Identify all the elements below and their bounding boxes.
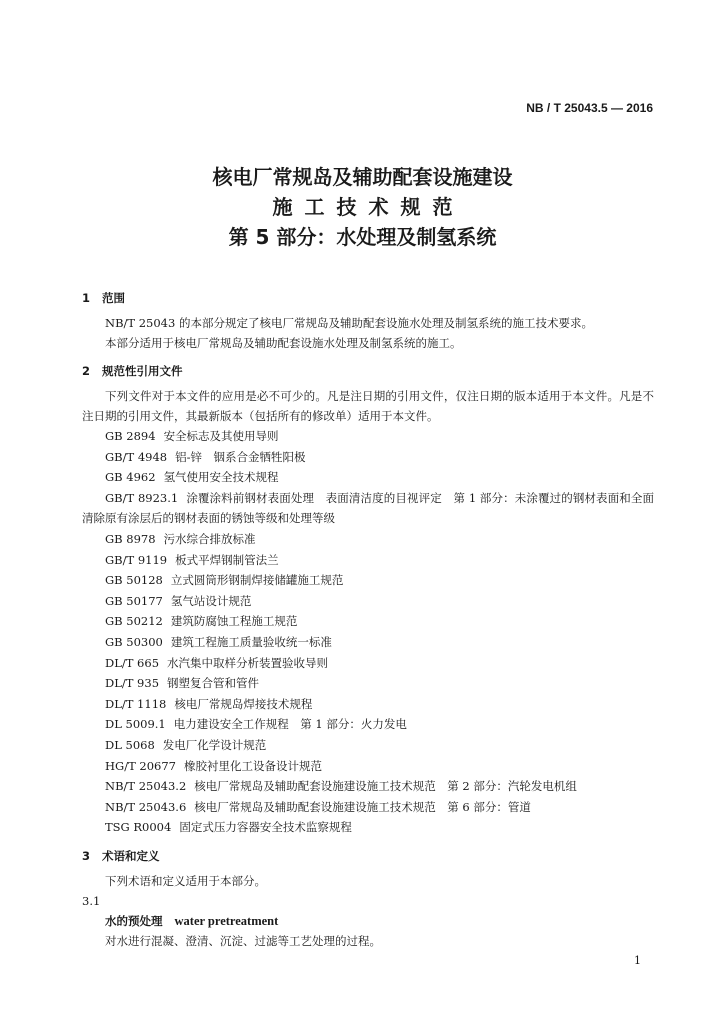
reference-item [82, 817, 654, 838]
reference-code: GB 50177 [105, 593, 163, 608]
title-line-3: 第 5 部分：水处理及制氢系统 [228, 225, 497, 249]
term-entry [82, 911, 654, 931]
reference-item [82, 447, 654, 468]
reference-code: DL 5009.1 [105, 717, 166, 732]
reference-item [82, 632, 654, 653]
reference-item [82, 653, 654, 674]
term-english: water pretreatment [174, 913, 279, 928]
reference-title: 核电厂常规岛及辅助配套设施建设施工技术规范 第 6 部分：管道 [194, 799, 531, 814]
section-heading-normative-references [82, 361, 654, 381]
term-definition: 对水进行混凝、澄清、沉淀、过滤等工艺处理的过程。 [105, 933, 381, 948]
reference-code: GB 4962 [105, 470, 156, 485]
paragraph: 下列文件对于本文件的应用是必不可少的。凡是注日期的引用文件，仅注日期的版本适用于本文件。凡是不注日期的引用文件，其最新版本（包括所有的修改单）适用于本文件。 [82, 389, 654, 423]
reference-item [82, 673, 654, 694]
reference-title: 橡胶衬里化工设备设计规范 [184, 758, 322, 773]
reference-title: 板式平焊钢制管法兰 [175, 552, 279, 567]
reference-code: GB 50300 [105, 634, 163, 649]
reference-item [82, 550, 654, 571]
reference-title: 核电厂常规岛及辅助配套设施建设施工技术规范 第 2 部分：汽轮发电机组 [194, 779, 577, 794]
reference-title: 氢气使用安全技术规程 [163, 470, 279, 485]
reference-title: 电力建设安全工作规程 第 1 部分：火力发电 [173, 717, 407, 732]
reference-title: 安全标志及其使用导则 [163, 429, 279, 443]
reference-code: GB 50128 [105, 573, 163, 588]
reference-item [82, 488, 654, 529]
reference-title: 铝-锌 铟系合金牺牲阳极 [175, 449, 306, 464]
reference-item [82, 611, 654, 632]
reference-title: 钢塑复合管和管件 [167, 676, 260, 691]
section-heading-scope [82, 288, 654, 308]
reference-code: GB 8978 [105, 531, 156, 546]
document-title [0, 162, 725, 252]
reference-title: 涂覆涂料前钢材表面处理 表面清洁度的目视评定 第 1 部分：未涂覆过的钢材表面和全面清除原有涂层后的钢材表面的锈蚀等级和处理等级 [82, 490, 655, 526]
reference-item [82, 467, 654, 488]
section-number: 3 [82, 848, 91, 863]
reference-code: GB/T 9119 [105, 552, 168, 567]
reference-title: 污水综合排放标准 [163, 531, 256, 546]
section-heading-terms [82, 846, 654, 866]
reference-title: 固定式压力容器安全技术监察规程 [179, 820, 352, 835]
reference-code: NB/T 25043.6 [105, 799, 187, 814]
paragraph: 本部分适用于核电厂常规岛及辅助配套设施水处理及制氢系统的施工。 [105, 336, 462, 350]
clause-number: 3.1 [82, 893, 101, 908]
title-line-1: 核电厂常规岛及辅助配套设施建设 [212, 165, 513, 189]
paragraph: 下列术语和定义适用于本部分。 [105, 873, 266, 888]
reference-code: HG/T 20677 [105, 758, 176, 773]
reference-item [82, 570, 654, 591]
reference-code: GB 50212 [105, 614, 163, 629]
reference-title: 建筑防腐蚀工程施工规范 [170, 614, 298, 629]
reference-item [82, 714, 654, 735]
reference-item [82, 776, 654, 797]
reference-item [82, 426, 654, 447]
reference-code: GB 2894 [105, 429, 156, 443]
reference-title: 发电厂化学设计规范 [162, 737, 267, 752]
reference-item [82, 756, 654, 777]
reference-item [82, 694, 654, 715]
reference-code: TSG R0004 [105, 820, 172, 835]
reference-item [82, 529, 654, 550]
reference-code: GB/T 8923.1 [105, 490, 179, 505]
reference-code: DL 5068 [105, 737, 155, 752]
reference-code: DL/T 665 [105, 655, 160, 670]
section-number: 2 [82, 364, 91, 378]
reference-title: 核电厂常规岛焊接技术规程 [174, 696, 313, 711]
section-number: 1 [82, 291, 91, 305]
document-body [82, 288, 654, 951]
standard-code: NB / T 25043.5 — 2016 [526, 101, 653, 115]
reference-code: GB/T 4948 [105, 449, 168, 464]
reference-title: 建筑工程施工质量验收统一标准 [170, 634, 332, 649]
reference-title: 水汽集中取样分析装置验收导则 [167, 655, 329, 670]
term-chinese: 水的预处理 [105, 913, 163, 928]
reference-code: DL/T 935 [105, 676, 160, 691]
reference-title: 氢气站设计规范 [170, 593, 252, 608]
reference-list [82, 426, 654, 838]
section-title: 术语和定义 [102, 848, 160, 863]
reference-code: DL/T 1118 [105, 696, 167, 711]
reference-item [82, 591, 654, 612]
reference-item [82, 735, 654, 756]
reference-code: NB/T 25043.2 [105, 779, 187, 794]
reference-item [82, 797, 654, 818]
section-title: 规范性引用文件 [102, 364, 183, 378]
reference-title: 立式圆筒形钢制焊接储罐施工规范 [170, 573, 344, 588]
section-title: 范围 [102, 291, 125, 305]
paragraph: NB/T 25043 的本部分规定了核电厂常规岛及辅助配套设施水处理及制氢系统的施工技术要求。 [105, 316, 593, 330]
title-line-2: 施工技术规范 [272, 195, 465, 219]
page-number: 1 [634, 954, 641, 967]
